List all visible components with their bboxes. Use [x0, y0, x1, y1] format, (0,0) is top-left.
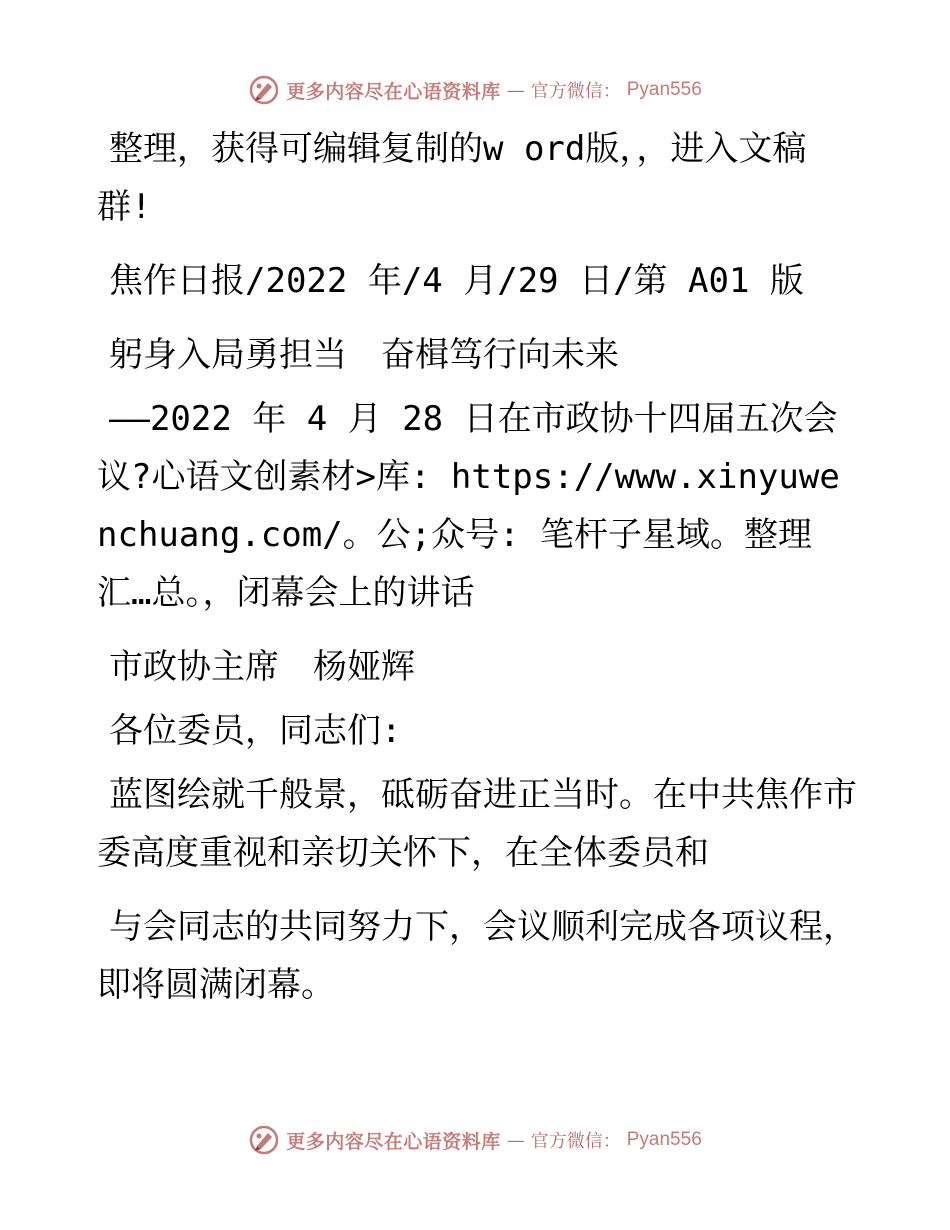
footer-brand-text: 更多内容尽在心语资料库 [286, 1130, 501, 1153]
footer-banner [0, 1120, 950, 1160]
header-separator: — [506, 79, 525, 101]
paragraph-intro: 整理，获得可编辑复制的w ord版，，进入文稿群! [97, 129, 807, 227]
header-banner [0, 70, 950, 110]
paragraph-body-1: 蓝图绘就千般景，砥砺奋进正当时。在中共焦作市委高度重视和亲切关怀下，在全体委员和 [97, 775, 857, 873]
header-brand-text: 更多内容尽在心语资料库 [286, 80, 501, 103]
pen-logo-icon [248, 1124, 280, 1156]
document-body [97, 120, 857, 1030]
footer-separator: — [506, 1129, 525, 1151]
pen-logo-icon [248, 74, 280, 106]
document-title: 躬身入局勇担当 奋楫笃行向未来 [109, 335, 619, 375]
paragraph-salutation: 各位委员，同志们: [109, 711, 402, 751]
footer-wechat-handle: Pyan556 [626, 1129, 702, 1150]
paragraph-speaker: 市政协主席 杨娅辉 [109, 647, 415, 687]
header-official-label: 官方微信： [530, 81, 621, 102]
paragraph-body-2: 与会同志的共同努力下，会议顺利完成各项议程，即将圆满闭幕。 [97, 907, 857, 1005]
header-wechat-handle: Pyan556 [626, 79, 702, 100]
paragraph-subtitle: ——2022 年 4 月 28 日在市政协十四届五次会议?心语文创素材>库: https://www.xinyuwenchuang.com/。公;众号: 笔杆子星域。整理汇…总。，闭幕会上的讲话 [97, 399, 840, 613]
paragraph-source: 焦作日报/2022 年/4 月/29 日/第 A01 版 [109, 261, 804, 301]
footer-official-label: 官方微信： [530, 1131, 621, 1152]
